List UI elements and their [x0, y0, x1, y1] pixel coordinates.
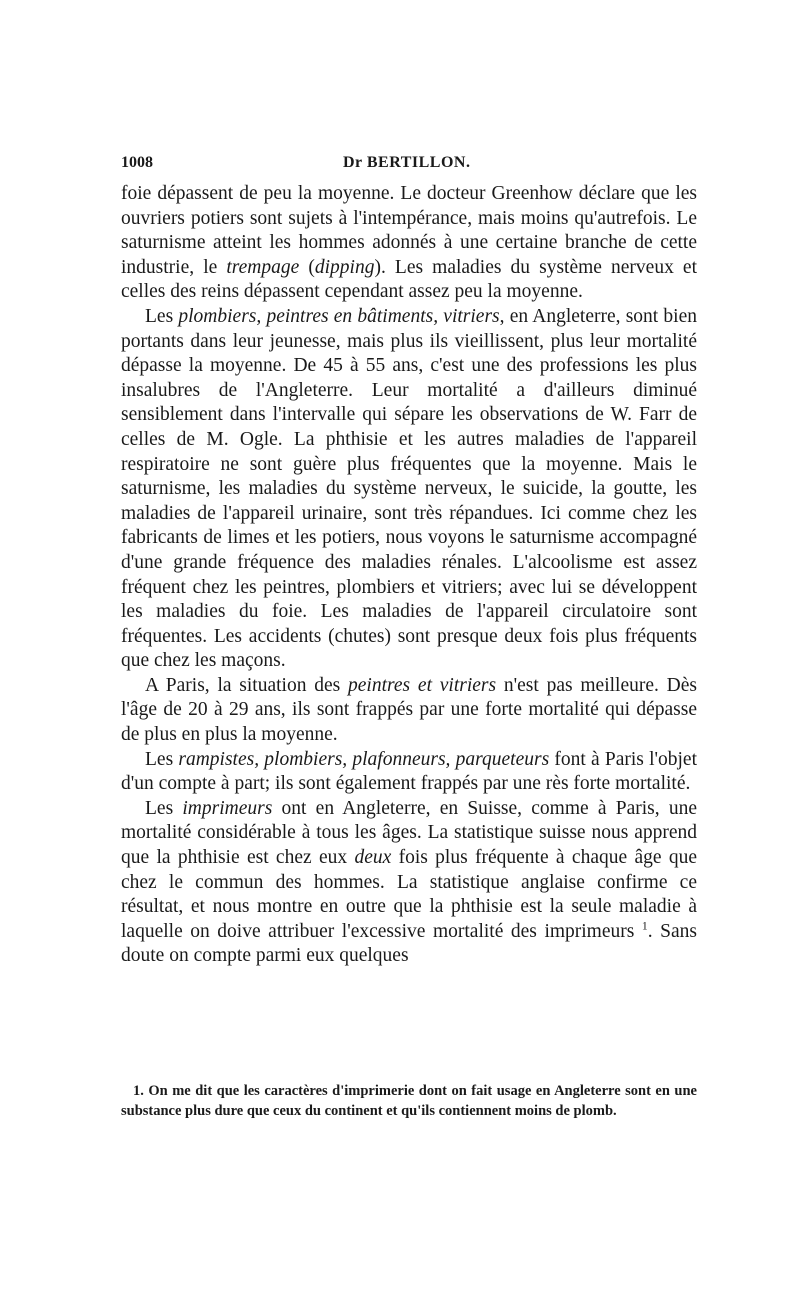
text-run: . Sans doute on compte parmi eux quelques: [121, 920, 697, 967]
page-number: 1008: [121, 154, 153, 171]
running-header: [121, 154, 696, 178]
italic-text: imprimeurs: [182, 797, 273, 819]
paragraph: [121, 674, 697, 748]
text-run: foie dépassent de peu la moyenne. Le docteur Greenhow déclare que les ouvriers potiers sont sujets à l'intempérance, mais moins qu'autrefois. Le saturnisme atteint les hommes adonnés à une certaine branche de cette industrie, le: [121, 183, 697, 278]
running-title: Dr BERTILLON.: [343, 154, 471, 171]
footnote-ref: 1: [641, 919, 648, 933]
text-run: ont en Angleterre, en Suisse, comme à Paris, une mortalité considérable à tous les âges. La statistique suisse nous apprend que la phthisie est chez eux: [121, 797, 698, 869]
italic-text: rampistes, plombiers, plafonneurs, parqueteurs: [178, 748, 550, 770]
footnote-text: On me dit que les caractères d'imprimerie dont on fait usage en Angleterre sont en une substance plus dure que ceux du continent et qu'ils contiennent moins de plomb.: [121, 1083, 697, 1119]
italic-text: dipping: [314, 256, 375, 278]
text-run: Les: [145, 305, 179, 327]
text-run: ). Les maladies du système nerveux et celles des reins dépassent cependant assez peu la moyenne.: [121, 256, 697, 303]
footnote: [121, 1082, 697, 1121]
body-text: [121, 182, 697, 969]
italic-text: plombiers, peintres en bâtiments, vitriers: [178, 305, 500, 327]
text-run: font à Paris l'objet d'un compte à part; ils sont également frappés par une rès forte mortalité.: [121, 748, 698, 795]
text-run: fois plus fréquente à chaque âge que chez le commun des hommes. La statistique anglaise confirme ce résultat, et nous montre en outre que la phthisie est la seule maladie à laquelle on doive attribuer l'excessive mortalité des imprimeurs: [121, 847, 697, 942]
paragraph: [121, 182, 697, 305]
text-run: Les: [145, 748, 179, 770]
text-run: , en Angleterre, sont bien portants dans leur jeunesse, mais plus ils vieillissent, plus leur mortalité dépasse la moyenne. De 45 à 55 ans, c'est une des professions les plus insalubres de l'Angleterre. Leur mortalité a d'ailleurs diminué sensiblement dans l'intervalle qui sépare les observations de W. Farr de celles de M. Ogle. La phthisie et les autres maladies de l'appareil respiratoire ne sont guère plus fréquentes que la moyenne. Mais le saturnisme, les maladies du système nerveux, le suicide, la goutte, les maladies de l'appareil urinaire, sont très répandues. Ici comme chez les fabricants de limes et les potiers, nous voyons le saturnisme accompagné d'une grande fréquence des maladies rénales. L'alcoolisme est assez fréquent chez les peintres, plombiers et vitriers; avec lui se développent les maladies du foie. Les maladies de l'appareil circulatoire sont fréquentes. Les accidents (chutes) sont presque deux fois plus fréquents que chez les maçons.: [121, 305, 698, 672]
footnote-number: 1.: [133, 1083, 144, 1099]
italic-text: deux: [354, 847, 392, 869]
text-run: (: [299, 256, 315, 278]
paragraph: [121, 305, 697, 674]
italic-text: trempage: [226, 256, 300, 278]
text-run: Les: [145, 797, 183, 819]
paragraph: [121, 797, 697, 969]
text-run: n'est pas meilleure. Dès l'âge de 20 à 29 ans, ils sont frappés par une forte mortalité qui dépasse de plus en plus la moyenne.: [121, 674, 697, 746]
paragraph: [121, 748, 697, 797]
text-run: A Paris, la situation des: [145, 674, 349, 696]
italic-text: peintres et vitriers: [348, 674, 497, 696]
